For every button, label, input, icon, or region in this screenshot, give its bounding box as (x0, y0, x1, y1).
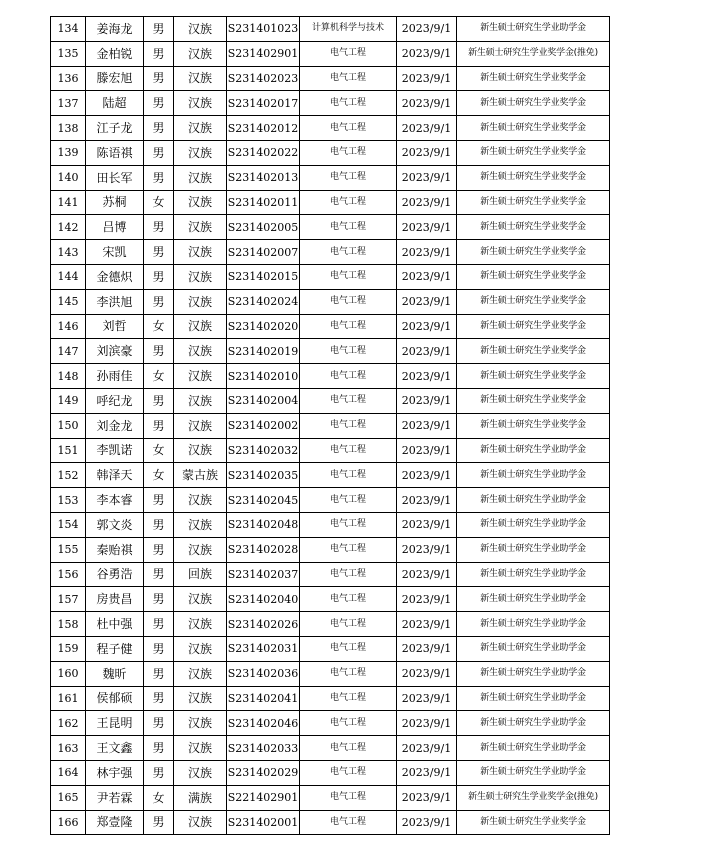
student-name: 李本睿 (86, 488, 144, 513)
gender-cell: 男 (144, 711, 174, 736)
award-date-cell: 2023/9/1 (397, 636, 457, 661)
major-cell: 计算机科学与技术 (300, 17, 397, 42)
row-number: 142 (51, 215, 86, 240)
award-date-cell: 2023/9/1 (397, 661, 457, 686)
gender-cell: 男 (144, 760, 174, 785)
row-number: 161 (51, 686, 86, 711)
table-row (51, 314, 610, 339)
ethnicity-cell: 汉族 (174, 165, 227, 190)
student-id-cell: S231402015 (227, 264, 300, 289)
award-type-cell: 新生硕士研究生学业助学金 (457, 686, 610, 711)
ethnicity-cell: 汉族 (174, 215, 227, 240)
award-type-cell: 新生硕士研究生学业奖学金 (457, 140, 610, 165)
major-cell: 电气工程 (300, 562, 397, 587)
ethnicity-cell: 汉族 (174, 289, 227, 314)
student-name: 秦贻祺 (86, 537, 144, 562)
row-number: 151 (51, 438, 86, 463)
major-cell: 电气工程 (300, 91, 397, 116)
award-date-cell: 2023/9/1 (397, 41, 457, 66)
gender-cell: 女 (144, 364, 174, 389)
student-id-cell: S231402035 (227, 463, 300, 488)
ethnicity-cell: 汉族 (174, 116, 227, 141)
row-number: 138 (51, 116, 86, 141)
student-name: 郑壹隆 (86, 810, 144, 835)
row-number: 154 (51, 512, 86, 537)
ethnicity-cell: 汉族 (174, 413, 227, 438)
table-row (51, 116, 610, 141)
gender-cell: 男 (144, 116, 174, 141)
row-number: 141 (51, 190, 86, 215)
student-id-cell: S231402901 (227, 41, 300, 66)
major-cell: 电气工程 (300, 339, 397, 364)
table-row (51, 339, 610, 364)
student-id-cell: S231402002 (227, 413, 300, 438)
award-date-cell: 2023/9/1 (397, 612, 457, 637)
award-type-cell: 新生硕士研究生学业助学金 (457, 562, 610, 587)
table-row (51, 289, 610, 314)
award-type-cell: 新生硕士研究生学业助学金 (457, 463, 610, 488)
row-number: 153 (51, 488, 86, 513)
table-row (51, 140, 610, 165)
scholarship-roster-table (50, 16, 610, 835)
award-date-cell: 2023/9/1 (397, 463, 457, 488)
table-row (51, 537, 610, 562)
row-number: 164 (51, 760, 86, 785)
award-type-cell: 新生硕士研究生学业奖学金 (457, 190, 610, 215)
award-date-cell: 2023/9/1 (397, 810, 457, 835)
award-date-cell: 2023/9/1 (397, 488, 457, 513)
major-cell: 电气工程 (300, 512, 397, 537)
gender-cell: 男 (144, 537, 174, 562)
gender-cell: 男 (144, 562, 174, 587)
award-date-cell: 2023/9/1 (397, 711, 457, 736)
major-cell: 电气工程 (300, 314, 397, 339)
student-name: 刘金龙 (86, 413, 144, 438)
award-type-cell: 新生硕士研究生学业助学金 (457, 587, 610, 612)
award-type-cell: 新生硕士研究生学业奖学金 (457, 388, 610, 413)
table-row (51, 264, 610, 289)
student-id-cell: S231402029 (227, 760, 300, 785)
gender-cell: 男 (144, 165, 174, 190)
student-id-cell: S231402024 (227, 289, 300, 314)
major-cell: 电气工程 (300, 463, 397, 488)
award-date-cell: 2023/9/1 (397, 116, 457, 141)
student-id-cell: S231402013 (227, 165, 300, 190)
gender-cell: 男 (144, 736, 174, 761)
major-cell: 电气工程 (300, 215, 397, 240)
award-type-cell: 新生硕士研究生学业奖学金 (457, 116, 610, 141)
major-cell: 电气工程 (300, 264, 397, 289)
major-cell: 电气工程 (300, 364, 397, 389)
ethnicity-cell: 汉族 (174, 339, 227, 364)
row-number: 134 (51, 17, 86, 42)
student-id-cell: S231402031 (227, 636, 300, 661)
student-id-cell: S231402004 (227, 388, 300, 413)
row-number: 152 (51, 463, 86, 488)
gender-cell: 男 (144, 587, 174, 612)
major-cell: 电气工程 (300, 66, 397, 91)
student-name: 林宇强 (86, 760, 144, 785)
student-name: 吕博 (86, 215, 144, 240)
gender-cell: 男 (144, 339, 174, 364)
award-type-cell: 新生硕士研究生学业奖学金(推免) (457, 41, 610, 66)
award-type-cell: 新生硕士研究生学业奖学金 (457, 810, 610, 835)
table-row (51, 612, 610, 637)
major-cell: 电气工程 (300, 165, 397, 190)
student-name: 杜中强 (86, 612, 144, 637)
student-id-cell: S231402045 (227, 488, 300, 513)
major-cell: 电气工程 (300, 41, 397, 66)
table-row (51, 562, 610, 587)
table-row (51, 41, 610, 66)
award-date-cell: 2023/9/1 (397, 91, 457, 116)
ethnicity-cell: 汉族 (174, 314, 227, 339)
major-cell: 电气工程 (300, 116, 397, 141)
row-number: 158 (51, 612, 86, 637)
ethnicity-cell: 汉族 (174, 190, 227, 215)
major-cell: 电气工程 (300, 661, 397, 686)
row-number: 157 (51, 587, 86, 612)
ethnicity-cell: 汉族 (174, 41, 227, 66)
student-name: 田长军 (86, 165, 144, 190)
student-id-cell: S231402022 (227, 140, 300, 165)
award-type-cell: 新生硕士研究生学业奖学金 (457, 165, 610, 190)
gender-cell: 男 (144, 488, 174, 513)
student-name: 陈语祺 (86, 140, 144, 165)
ethnicity-cell: 汉族 (174, 17, 227, 42)
student-id-cell: S231402037 (227, 562, 300, 587)
table-row (51, 165, 610, 190)
award-type-cell: 新生硕士研究生学业助学金 (457, 711, 610, 736)
award-date-cell: 2023/9/1 (397, 512, 457, 537)
ethnicity-cell: 回族 (174, 562, 227, 587)
award-date-cell: 2023/9/1 (397, 364, 457, 389)
award-type-cell: 新生硕士研究生学业助学金 (457, 661, 610, 686)
student-id-cell: S231402001 (227, 810, 300, 835)
student-id-cell: S231402026 (227, 612, 300, 637)
gender-cell: 男 (144, 289, 174, 314)
gender-cell: 男 (144, 17, 174, 42)
student-id-cell: S231402010 (227, 364, 300, 389)
gender-cell: 男 (144, 636, 174, 661)
award-date-cell: 2023/9/1 (397, 66, 457, 91)
row-number: 163 (51, 736, 86, 761)
table-row (51, 736, 610, 761)
award-type-cell: 新生硕士研究生学业助学金 (457, 488, 610, 513)
student-name: 王昆明 (86, 711, 144, 736)
ethnicity-cell: 汉族 (174, 66, 227, 91)
row-number: 148 (51, 364, 86, 389)
student-id-cell: S231402007 (227, 240, 300, 265)
major-cell: 电气工程 (300, 612, 397, 637)
ethnicity-cell: 汉族 (174, 810, 227, 835)
row-number: 137 (51, 91, 86, 116)
student-name: 宋凯 (86, 240, 144, 265)
ethnicity-cell: 蒙古族 (174, 463, 227, 488)
row-number: 146 (51, 314, 86, 339)
ethnicity-cell: 汉族 (174, 661, 227, 686)
award-type-cell: 新生硕士研究生学业助学金 (457, 537, 610, 562)
student-id-cell: S231402041 (227, 686, 300, 711)
major-cell: 电气工程 (300, 140, 397, 165)
student-name: 谷勇浩 (86, 562, 144, 587)
table-row (51, 215, 610, 240)
award-type-cell: 新生硕士研究生学业奖学金 (457, 264, 610, 289)
student-id-cell: S231402019 (227, 339, 300, 364)
student-name: 苏桐 (86, 190, 144, 215)
row-number: 150 (51, 413, 86, 438)
award-date-cell: 2023/9/1 (397, 388, 457, 413)
student-name: 孙雨佳 (86, 364, 144, 389)
student-name: 尹若霖 (86, 785, 144, 810)
award-type-cell: 新生硕士研究生学业奖学金 (457, 364, 610, 389)
major-cell: 电气工程 (300, 711, 397, 736)
row-number: 145 (51, 289, 86, 314)
row-number: 165 (51, 785, 86, 810)
award-type-cell: 新生硕士研究生学业奖学金(推免) (457, 785, 610, 810)
ethnicity-cell: 汉族 (174, 636, 227, 661)
row-number: 140 (51, 165, 86, 190)
major-cell: 电气工程 (300, 190, 397, 215)
gender-cell: 男 (144, 810, 174, 835)
gender-cell: 女 (144, 785, 174, 810)
table-row (51, 488, 610, 513)
major-cell: 电气工程 (300, 537, 397, 562)
gender-cell: 男 (144, 413, 174, 438)
award-date-cell: 2023/9/1 (397, 314, 457, 339)
award-date-cell: 2023/9/1 (397, 438, 457, 463)
major-cell: 电气工程 (300, 736, 397, 761)
gender-cell: 男 (144, 66, 174, 91)
table-row (51, 190, 610, 215)
table-row (51, 661, 610, 686)
ethnicity-cell: 汉族 (174, 760, 227, 785)
ethnicity-cell: 汉族 (174, 140, 227, 165)
row-number: 144 (51, 264, 86, 289)
table-row (51, 388, 610, 413)
ethnicity-cell: 汉族 (174, 264, 227, 289)
table-row (51, 463, 610, 488)
student-name: 李洪旭 (86, 289, 144, 314)
table-row (51, 760, 610, 785)
student-name: 房贵昌 (86, 587, 144, 612)
student-name: 侯郁硕 (86, 686, 144, 711)
table-row (51, 364, 610, 389)
student-id-cell: S231402033 (227, 736, 300, 761)
award-type-cell: 新生硕士研究生学业助学金 (457, 736, 610, 761)
major-cell: 电气工程 (300, 289, 397, 314)
award-date-cell: 2023/9/1 (397, 264, 457, 289)
gender-cell: 男 (144, 686, 174, 711)
table-row (51, 711, 610, 736)
gender-cell: 男 (144, 661, 174, 686)
student-id-cell: S231401023 (227, 17, 300, 42)
gender-cell: 男 (144, 215, 174, 240)
ethnicity-cell: 汉族 (174, 240, 227, 265)
student-id-cell: S231402036 (227, 661, 300, 686)
gender-cell: 男 (144, 612, 174, 637)
award-type-cell: 新生硕士研究生学业奖学金 (457, 289, 610, 314)
student-name: 程子健 (86, 636, 144, 661)
row-number: 147 (51, 339, 86, 364)
award-type-cell: 新生硕士研究生学业助学金 (457, 636, 610, 661)
student-name: 韩泽天 (86, 463, 144, 488)
ethnicity-cell: 汉族 (174, 686, 227, 711)
student-id-cell: S221402901 (227, 785, 300, 810)
student-id-cell: S231402017 (227, 91, 300, 116)
gender-cell: 男 (144, 91, 174, 116)
major-cell: 电气工程 (300, 636, 397, 661)
roster-body (51, 17, 610, 835)
award-type-cell: 新生硕士研究生学业奖学金 (457, 314, 610, 339)
student-name: 陆超 (86, 91, 144, 116)
gender-cell: 男 (144, 41, 174, 66)
gender-cell: 女 (144, 190, 174, 215)
award-date-cell: 2023/9/1 (397, 413, 457, 438)
table-row (51, 512, 610, 537)
major-cell: 电气工程 (300, 388, 397, 413)
award-date-cell: 2023/9/1 (397, 760, 457, 785)
ethnicity-cell: 汉族 (174, 512, 227, 537)
award-date-cell: 2023/9/1 (397, 686, 457, 711)
table-row (51, 810, 610, 835)
ethnicity-cell: 汉族 (174, 587, 227, 612)
gender-cell: 男 (144, 388, 174, 413)
table-row (51, 91, 610, 116)
major-cell: 电气工程 (300, 686, 397, 711)
ethnicity-cell: 汉族 (174, 388, 227, 413)
major-cell: 电气工程 (300, 760, 397, 785)
student-id-cell: S231402012 (227, 116, 300, 141)
award-type-cell: 新生硕士研究生学业奖学金 (457, 66, 610, 91)
student-name: 刘哲 (86, 314, 144, 339)
table-row (51, 438, 610, 463)
award-date-cell: 2023/9/1 (397, 17, 457, 42)
table-row (51, 686, 610, 711)
student-name: 刘滨豪 (86, 339, 144, 364)
award-date-cell: 2023/9/1 (397, 215, 457, 240)
award-date-cell: 2023/9/1 (397, 339, 457, 364)
student-id-cell: S231402048 (227, 512, 300, 537)
student-id-cell: S231402046 (227, 711, 300, 736)
row-number: 143 (51, 240, 86, 265)
row-number: 162 (51, 711, 86, 736)
student-id-cell: S231402020 (227, 314, 300, 339)
student-name: 郭文炎 (86, 512, 144, 537)
row-number: 136 (51, 66, 86, 91)
table-row (51, 240, 610, 265)
major-cell: 电气工程 (300, 413, 397, 438)
gender-cell: 男 (144, 264, 174, 289)
award-type-cell: 新生硕士研究生学业奖学金 (457, 413, 610, 438)
student-name: 姜海龙 (86, 17, 144, 42)
student-name: 呼纪龙 (86, 388, 144, 413)
table-row (51, 66, 610, 91)
gender-cell: 男 (144, 140, 174, 165)
student-id-cell: S231402028 (227, 537, 300, 562)
row-number: 156 (51, 562, 86, 587)
table-row (51, 636, 610, 661)
ethnicity-cell: 汉族 (174, 537, 227, 562)
award-type-cell: 新生硕士研究生学业奖学金 (457, 215, 610, 240)
student-name: 金德炽 (86, 264, 144, 289)
gender-cell: 男 (144, 240, 174, 265)
major-cell: 电气工程 (300, 438, 397, 463)
ethnicity-cell: 汉族 (174, 488, 227, 513)
award-date-cell: 2023/9/1 (397, 190, 457, 215)
row-number: 149 (51, 388, 86, 413)
gender-cell: 男 (144, 512, 174, 537)
gender-cell: 女 (144, 463, 174, 488)
student-id-cell: S231402011 (227, 190, 300, 215)
student-id-cell: S231402040 (227, 587, 300, 612)
table-row (51, 785, 610, 810)
award-date-cell: 2023/9/1 (397, 289, 457, 314)
ethnicity-cell: 汉族 (174, 91, 227, 116)
award-date-cell: 2023/9/1 (397, 785, 457, 810)
row-number: 159 (51, 636, 86, 661)
student-name: 魏昕 (86, 661, 144, 686)
ethnicity-cell: 汉族 (174, 364, 227, 389)
award-date-cell: 2023/9/1 (397, 736, 457, 761)
table-row (51, 17, 610, 42)
award-type-cell: 新生硕士研究生学业奖学金 (457, 91, 610, 116)
award-date-cell: 2023/9/1 (397, 587, 457, 612)
ethnicity-cell: 汉族 (174, 438, 227, 463)
ethnicity-cell: 满族 (174, 785, 227, 810)
table-row (51, 587, 610, 612)
ethnicity-cell: 汉族 (174, 736, 227, 761)
award-date-cell: 2023/9/1 (397, 240, 457, 265)
award-type-cell: 新生硕士研究生学业助学金 (457, 438, 610, 463)
award-date-cell: 2023/9/1 (397, 537, 457, 562)
major-cell: 电气工程 (300, 587, 397, 612)
row-number: 135 (51, 41, 86, 66)
student-name: 李凯诺 (86, 438, 144, 463)
award-date-cell: 2023/9/1 (397, 562, 457, 587)
student-name: 江子龙 (86, 116, 144, 141)
award-type-cell: 新生硕士研究生学业助学金 (457, 612, 610, 637)
row-number: 160 (51, 661, 86, 686)
award-type-cell: 新生硕士研究生学业奖学金 (457, 339, 610, 364)
row-number: 155 (51, 537, 86, 562)
gender-cell: 女 (144, 314, 174, 339)
award-type-cell: 新生硕士研究生学业助学金 (457, 512, 610, 537)
student-id-cell: S231402032 (227, 438, 300, 463)
student-name: 金柏锐 (86, 41, 144, 66)
student-name: 滕宏旭 (86, 66, 144, 91)
ethnicity-cell: 汉族 (174, 612, 227, 637)
student-id-cell: S231402005 (227, 215, 300, 240)
table-row (51, 413, 610, 438)
major-cell: 电气工程 (300, 785, 397, 810)
student-name: 王文鑫 (86, 736, 144, 761)
row-number: 139 (51, 140, 86, 165)
award-date-cell: 2023/9/1 (397, 165, 457, 190)
row-number: 166 (51, 810, 86, 835)
award-date-cell: 2023/9/1 (397, 140, 457, 165)
award-type-cell: 新生硕士研究生学业奖学金 (457, 240, 610, 265)
award-type-cell: 新生硕士研究生学业助学金 (457, 760, 610, 785)
major-cell: 电气工程 (300, 810, 397, 835)
gender-cell: 女 (144, 438, 174, 463)
award-type-cell: 新生硕士研究生学业助学金 (457, 17, 610, 42)
ethnicity-cell: 汉族 (174, 711, 227, 736)
major-cell: 电气工程 (300, 488, 397, 513)
student-id-cell: S231402023 (227, 66, 300, 91)
major-cell: 电气工程 (300, 240, 397, 265)
